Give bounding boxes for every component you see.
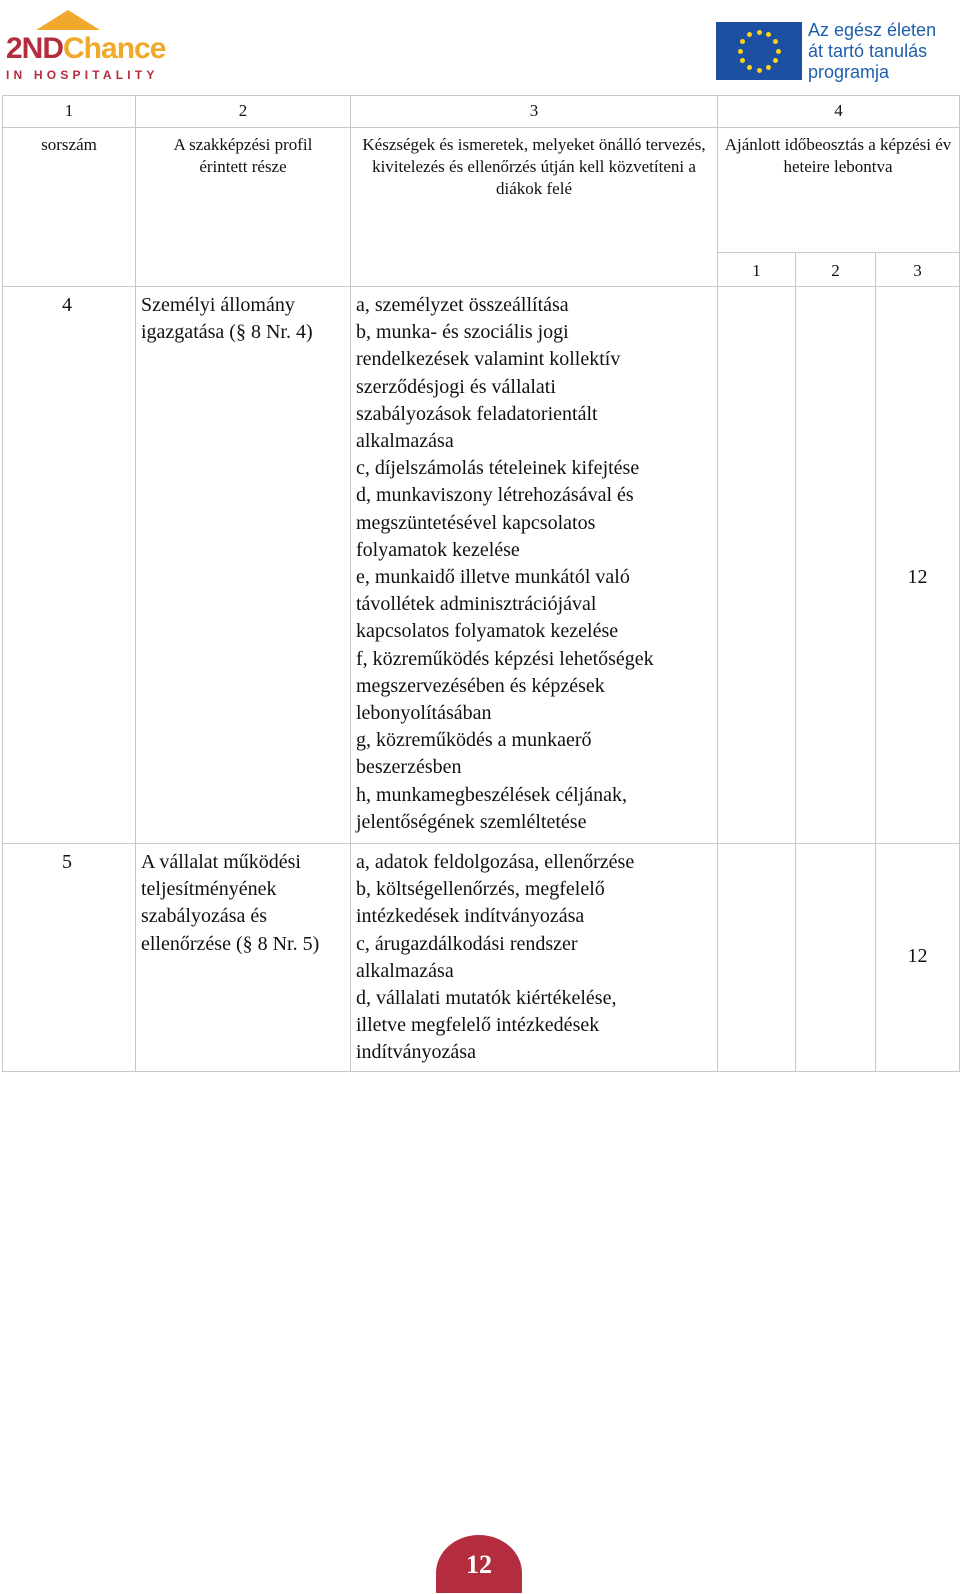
- skill-line: alkalmazása: [356, 430, 454, 453]
- table-border: [717, 95, 718, 1072]
- sub-column-number: 1: [752, 261, 761, 280]
- skill-line: megszervezésében és képzések: [356, 674, 605, 697]
- row-number: 5: [62, 851, 72, 873]
- second-chance-logo: [6, 8, 176, 80]
- column-number: 2: [238, 101, 248, 120]
- row-weeks: 12: [907, 945, 928, 967]
- row-number: 4: [62, 294, 72, 316]
- skill-line: g, közreműködés a munkaerő: [356, 729, 592, 752]
- skill-line: e, munkaidő illetve munkától való: [356, 566, 630, 589]
- eu-star-icon: [740, 39, 745, 44]
- row-weeks: 12: [907, 566, 928, 588]
- column-number: 4: [834, 101, 843, 120]
- table-border: [717, 252, 960, 253]
- row-profile: Személyi állomány igazgatása (§ 8 Nr. 4): [141, 294, 313, 344]
- skill-line: beszerzésben: [356, 756, 462, 779]
- column-header-skills: Készségek és ismeretek, melyeket önálló tervezés, kivitelezés és ellenőrzés útján kell közvetíteni a diákok felé: [362, 135, 706, 198]
- page-number: 12: [466, 1550, 492, 1579]
- column-header-schedule: Ajánlott időbeosztás a képzési év heteire lebontva: [724, 135, 952, 176]
- column-header-index: sorszám: [41, 135, 97, 154]
- eu-star-icon: [738, 49, 743, 54]
- skill-line: b, költségellenőrzés, megfelelő: [356, 878, 605, 901]
- column-header-profile: A szakképzési profil érintett része: [173, 135, 313, 176]
- skill-line: b, munka- és szociális jogi: [356, 321, 569, 344]
- lifelong-learning-logo-text: Az egész életen át tartó tanulás programja: [808, 20, 937, 82]
- table-border: [2, 127, 960, 128]
- skill-line: intézkedések indítványozása: [356, 905, 585, 928]
- skill-line: rendelkezések valamint kollektív: [356, 348, 621, 371]
- row-skills: [356, 849, 716, 1067]
- eu-flag-icon: [716, 22, 802, 80]
- skill-line: h, munkamegbeszélések céljának,: [356, 783, 627, 806]
- eu-star-icon: [747, 32, 752, 37]
- skill-line: megszüntetésével kapcsolatos: [356, 511, 596, 534]
- column-number: 3: [529, 101, 539, 120]
- table-border: [2, 95, 3, 1072]
- skill-line: illetve megfelelő intézkedések: [356, 1014, 600, 1037]
- skill-line: folyamatok kezelése: [356, 538, 520, 561]
- skill-line: alkalmazása: [356, 959, 454, 982]
- skill-line: szerződésjogi és vállalati: [356, 375, 556, 398]
- skill-line: a, adatok feldolgozása, ellenőrzése: [356, 851, 635, 873]
- skill-line: f, közreműködés képzési lehetőségek: [356, 647, 654, 670]
- table-border: [350, 95, 351, 1072]
- skill-line: d, vállalati mutatók kiértékelése,: [356, 987, 617, 1010]
- eu-star-icon: [776, 49, 781, 54]
- table-border: [2, 843, 960, 844]
- logo-wordmark: 2NDChance: [6, 32, 166, 65]
- table-border: [795, 252, 796, 1072]
- eu-star-icon: [766, 65, 771, 70]
- eu-star-icon: [773, 39, 778, 44]
- skill-line: indítványozása: [356, 1041, 476, 1064]
- skill-line: d, munkaviszony létrehozásával és: [356, 484, 634, 507]
- logo-tagline: IN HOSPITALITY: [6, 68, 159, 82]
- skill-line: c, árugazdálkodási rendszer: [356, 932, 578, 955]
- eu-star-icon: [757, 68, 762, 73]
- skill-line: lebonyolításában: [356, 702, 492, 725]
- row-profile: A vállalat működési teljesítményének szabályozása és ellenőrzése (§ 8 Nr. 5): [141, 851, 320, 955]
- skill-line: jelentőségének szemléltetése: [356, 810, 587, 833]
- table-border: [135, 95, 136, 1072]
- sub-column-number: 2: [831, 261, 840, 280]
- table-border: [2, 95, 960, 96]
- row-skills: [356, 292, 716, 836]
- table-border: [2, 1071, 960, 1072]
- skill-line: kapcsolatos folyamatok kezelése: [356, 620, 619, 643]
- eu-star-icon: [747, 65, 752, 70]
- house-roof-icon: [36, 10, 100, 30]
- sub-column-number: 3: [913, 261, 922, 280]
- skill-line: c, díjelszámolás tételeinek kifejtése: [356, 457, 640, 480]
- skill-line: a, személyzet összeállítása: [356, 294, 569, 316]
- skill-line: szabályozások feladatorientált: [356, 402, 598, 425]
- skill-line: távollétek adminisztrációjával: [356, 593, 597, 616]
- table-border: [2, 286, 960, 287]
- eu-star-icon: [757, 30, 762, 35]
- eu-star-icon: [773, 58, 778, 63]
- column-number: 1: [64, 101, 74, 120]
- eu-star-icon: [766, 32, 771, 37]
- eu-star-icon: [740, 58, 745, 63]
